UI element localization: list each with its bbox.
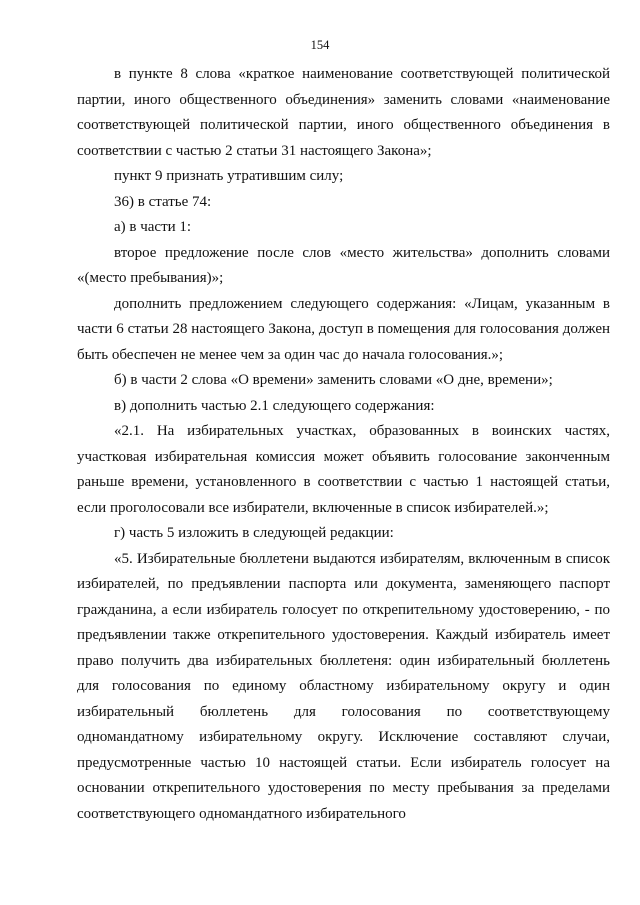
paragraph-part-5-text: «5. Избирательные бюллетени выдаются избирателям, включенным в список избирателей, по предъявлении паспорта или документа, заменяющего паспорт гражданина, а если избиратель голосует по открепительному удостоверению, - по предъявлении также открепительного удостоверения. Каждый избиратель имеет право получить два избирательных бюллетеня: один избирательный бюллетень для голосования по единому областному избирательному округу и один избирательный бюллетень для голосования по соответствующему одномандатному избирательному округу. Исключение составляют случаи, предусмотренные частью 10 настоящей статьи. Если избиратель голосует на основании открепительного удостоверения по месту пребывания за пределами соответствующего одномандатного избирательного — [77, 550, 610, 822]
document-body — [77, 62, 610, 827]
paragraph-item-8-amendment: в пункте 8 слова «краткое наименование соответствующей политической партии, иного общественного объединения» заменить словами «наименование соответствующей политической партии, иного общественного объединения в соответствии с частью 2 статьи 31 настоящего Закона»; — [77, 66, 610, 159]
paragraph-item-9-repeal: пункт 9 признать утратившим силу; — [114, 168, 344, 184]
paragraph-article-74-heading: 36) в статье 74: — [114, 193, 212, 210]
paragraph-part-2-amendment: б) в части 2 слова «О времени» заменить словами «О дне, времени»; — [114, 372, 553, 388]
paragraph-add-sentence: дополнить предложением следующего содержания: «Лицам, указанным в части 6 статьи 28 настоящего Закона, доступ в помещения для голосования должен быть обеспечен не менее чем за один час до начала голосования.»; — [77, 295, 610, 363]
paragraph-part-2-1-heading: в) дополнить частью 2.1 следующего содержания: — [114, 397, 435, 414]
paragraph-part-1-heading: а) в части 1: — [114, 219, 192, 235]
page-number: 154 — [310, 38, 330, 52]
paragraph-part-2-1-text: «2.1. На избирательных участках, образованных в воинских частях, участковая избирательная комиссия может объявить голосование законченным раньше времени, установленного в соответствии с частью 1 настоящей статьи, если проголосовали все избиратели, включенные в список избирателей.»; — [77, 423, 610, 516]
paragraph-part-5-heading: г) часть 5 изложить в следующей редакции: — [114, 525, 394, 541]
paragraph-second-sentence-amendment: второе предложение после слов «место жительства» дополнить словами «(место пребывания)»; — [77, 244, 610, 286]
